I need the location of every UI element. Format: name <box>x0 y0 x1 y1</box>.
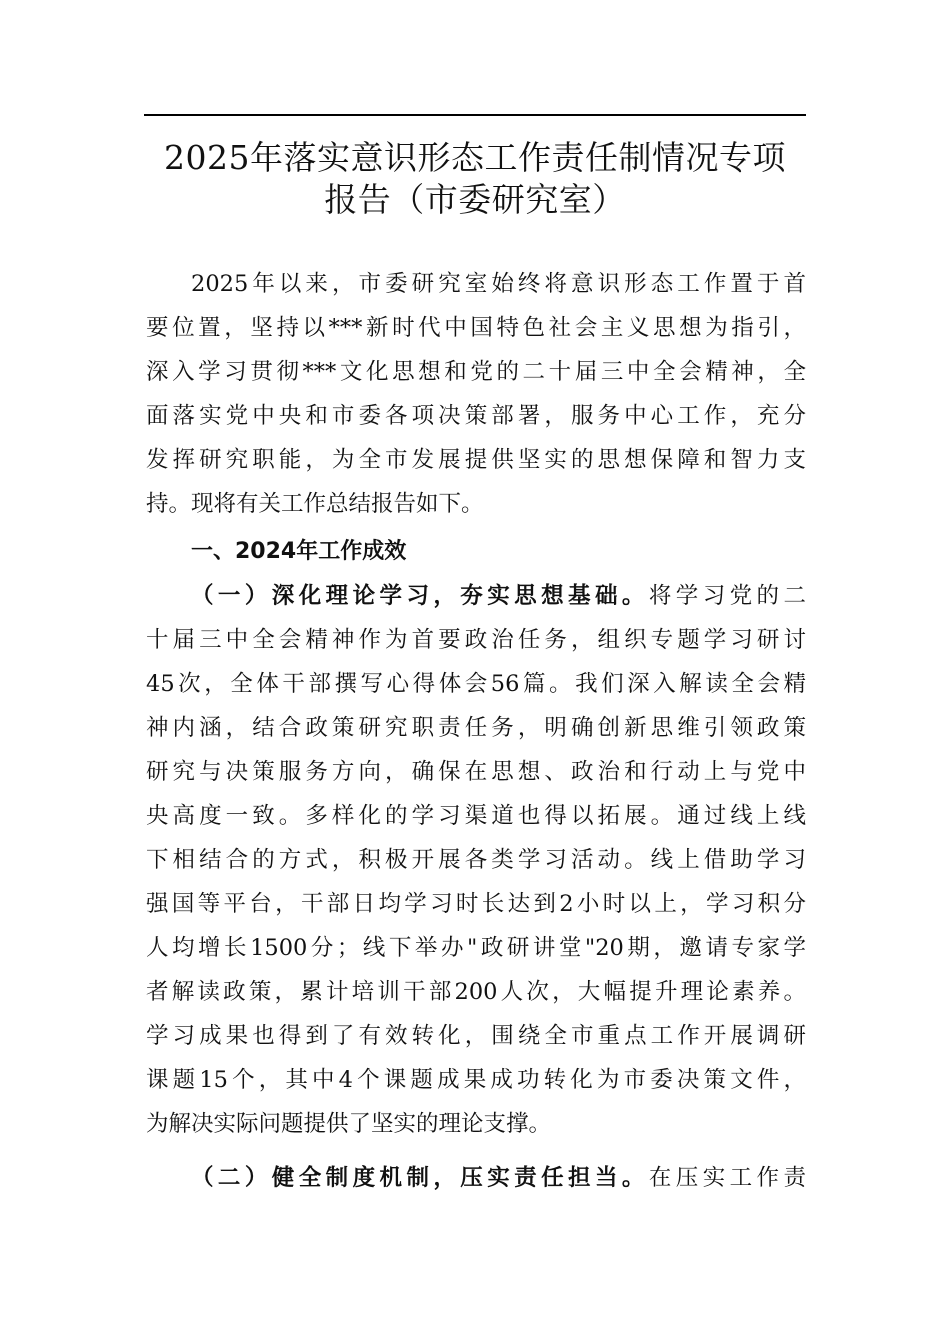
subsection-text: 在压实工作责 <box>648 1165 806 1191</box>
text-line: 人均增长1500分；线下举办"政研讲堂"20期，邀请专家学 <box>146 935 806 961</box>
text-line: 央高度一致。多样化的学习渠道也得以拓展。通过线上线 <box>146 803 806 829</box>
text-line: 发挥研究职能，为全市发展提供坚实的思想保障和智力支 <box>146 447 806 473</box>
document-title-line-1: 2025年落实意识形态工作责任制情况专项 <box>164 138 786 177</box>
text-line: 面落实党中央和市委各项决策部署，服务中心工作，充分 <box>146 403 806 429</box>
text-line: 研究与决策服务方向，确保在思想、政治和行动上与党中 <box>146 759 806 785</box>
document-body <box>146 262 806 1200</box>
text-line <box>146 1156 806 1200</box>
subsection-heading: （一）深化理论学习，夯实思想基础。 <box>191 583 649 609</box>
text-line: 强国等平台，干部日均学习时长达到2小时以上，学习积分 <box>146 891 806 917</box>
subsection-heading: （二）健全制度机制，压实责任担当。 <box>191 1165 649 1191</box>
intro-paragraph <box>146 262 806 526</box>
text-line: 为解决实际问题提供了坚实的理论支撑。 <box>146 1111 552 1137</box>
document-title-line-2: 报告（市委研究室） <box>324 180 626 219</box>
text-line: 45次，全体干部撰写心得体会56篇。我们深入解读全会精 <box>146 671 806 697</box>
section-heading: 一、2024年工作成效 <box>191 539 407 564</box>
subsection-text: 将学习党的二 <box>648 583 806 609</box>
text-line: 深入学习贯彻***文化思想和党的二十届三中全会精神，全 <box>146 359 806 385</box>
text-line: 要位置，坚持以***新时代中国特色社会主义思想为指引， <box>146 315 806 341</box>
text-line: 学习成果也得到了有效转化，围绕全市重点工作开展调研 <box>146 1023 806 1049</box>
text-line: 2025年以来，市委研究室始终将意识形态工作置于首 <box>191 271 806 297</box>
text-line <box>146 574 806 618</box>
text-line: 持。现将有关工作总结报告如下。 <box>146 491 484 517</box>
header-rule <box>144 114 806 116</box>
subsection-1-paragraph <box>146 574 806 1146</box>
text-line: 十届三中全会精神作为首要政治任务，组织专题学习研讨 <box>146 627 806 653</box>
text-line: 者解读政策，累计培训干部200人次，大幅提升理论素养。 <box>146 979 806 1005</box>
text-line: 课题15个，其中4个课题成果成功转化为市委决策文件， <box>146 1067 806 1093</box>
text-line: 下相结合的方式，积极开展各类学习活动。线上借助学习 <box>146 847 806 873</box>
text-line: 神内涵，结合政策研究职责任务，明确创新思维引领政策 <box>146 715 806 741</box>
subsection-2-paragraph <box>146 1156 806 1200</box>
